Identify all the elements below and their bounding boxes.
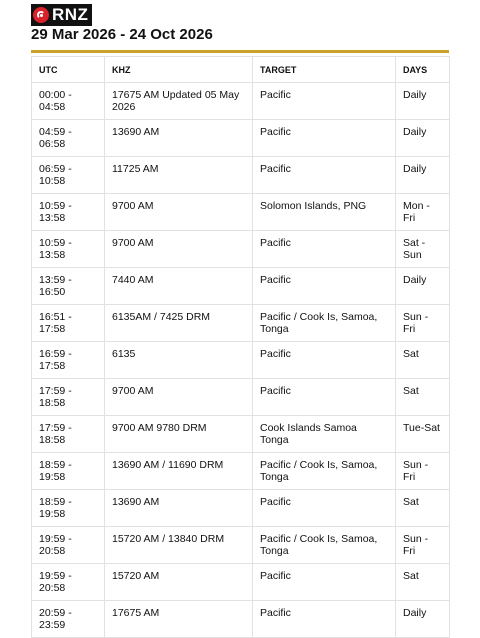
- cell-target: Pacific: [253, 231, 396, 268]
- table-row: [32, 490, 450, 527]
- cell-days: Daily: [396, 268, 450, 305]
- cell-days: Daily: [396, 83, 450, 120]
- table-row: [32, 527, 450, 564]
- cell-khz: 6135AM / 7425 DRM: [105, 305, 253, 342]
- brand-name: RNZ: [52, 5, 89, 24]
- cell-days: Sat: [396, 490, 450, 527]
- cell-target: Pacific / Cook Is, Samoa, Tonga: [253, 305, 396, 342]
- cell-khz: 9700 AM: [105, 231, 253, 268]
- cell-target: Pacific: [253, 268, 396, 305]
- cell-khz: 13690 AM: [105, 120, 253, 157]
- cell-days: Sat: [396, 379, 450, 416]
- cell-khz: 11725 AM: [105, 157, 253, 194]
- table-row: [32, 601, 450, 638]
- table-row: [32, 379, 450, 416]
- column-header-days: DAYS: [396, 57, 450, 83]
- cell-utc: 06:59 - 10:58: [32, 157, 105, 194]
- cell-khz: 9700 AM: [105, 194, 253, 231]
- cell-utc: 13:59 - 16:50: [32, 268, 105, 305]
- table-row: [32, 120, 450, 157]
- page-title: 29 Mar 2026 - 24 Oct 2026: [31, 26, 213, 43]
- cell-days: Sat: [396, 564, 450, 601]
- cell-target: Pacific: [253, 157, 396, 194]
- cell-days: Sat: [396, 342, 450, 379]
- cell-khz: 7440 AM: [105, 268, 253, 305]
- cell-target: Pacific: [253, 120, 396, 157]
- cell-utc: 18:59 - 19:58: [32, 490, 105, 527]
- cell-target: Pacific: [253, 379, 396, 416]
- cell-target: Pacific: [253, 342, 396, 379]
- cell-utc: 16:59 - 17:58: [32, 342, 105, 379]
- cell-target: Pacific / Cook Is, Samoa, Tonga: [253, 453, 396, 490]
- cell-target: Pacific: [253, 564, 396, 601]
- table-row: [32, 305, 450, 342]
- cell-utc: 17:59 - 18:58: [32, 416, 105, 453]
- table-row: [32, 194, 450, 231]
- cell-days: Daily: [396, 120, 450, 157]
- rnz-logo[interactable]: [31, 4, 92, 26]
- cell-days: Tue-Sat: [396, 416, 450, 453]
- cell-target: Pacific / Cook Is, Samoa, Tonga: [253, 527, 396, 564]
- cell-khz: 17675 AM: [105, 601, 253, 638]
- cell-khz: 6135: [105, 342, 253, 379]
- column-header-utc: UTC: [32, 57, 105, 83]
- table-row: [32, 231, 450, 268]
- column-header-khz: KHZ: [105, 57, 253, 83]
- cell-target: Cook Islands Samoa Tonga: [253, 416, 396, 453]
- cell-days: Sat - Sun: [396, 231, 450, 268]
- cell-utc: 18:59 - 19:58: [32, 453, 105, 490]
- table-row: [32, 157, 450, 194]
- cell-khz: 9700 AM 9780 DRM: [105, 416, 253, 453]
- cell-target: Pacific: [253, 601, 396, 638]
- table-row: [32, 416, 450, 453]
- cell-utc: 04:59 - 06:58: [32, 120, 105, 157]
- cell-target: Solomon Islands, PNG: [253, 194, 396, 231]
- cell-days: Sun - Fri: [396, 527, 450, 564]
- cell-khz: 15720 AM: [105, 564, 253, 601]
- table-row: [32, 83, 450, 120]
- cell-utc: 10:59 - 13:58: [32, 194, 105, 231]
- table-row: [32, 342, 450, 379]
- table-row: [32, 453, 450, 490]
- cell-utc: 20:59 - 23:59: [32, 601, 105, 638]
- table-header-row: [32, 57, 450, 83]
- cell-khz: 13690 AM / 11690 DRM: [105, 453, 253, 490]
- cell-target: Pacific: [253, 490, 396, 527]
- cell-khz: 13690 AM: [105, 490, 253, 527]
- header-divider: [31, 50, 449, 53]
- cell-utc: 17:59 - 18:58: [32, 379, 105, 416]
- cell-utc: 10:59 - 13:58: [32, 231, 105, 268]
- cell-utc: 16:51 - 17:58: [32, 305, 105, 342]
- cell-khz: 15720 AM / 13840 DRM: [105, 527, 253, 564]
- column-header-target: TARGET: [253, 57, 396, 83]
- cell-days: Daily: [396, 157, 450, 194]
- table-row: [32, 564, 450, 601]
- cell-days: Daily: [396, 601, 450, 638]
- schedule-table: [31, 56, 450, 638]
- cell-target: Pacific: [253, 83, 396, 120]
- cell-khz: 9700 AM: [105, 379, 253, 416]
- cell-khz: 17675 AM Updated 05 May 2026: [105, 83, 253, 120]
- cell-days: Sun - Fri: [396, 453, 450, 490]
- cell-utc: 19:59 - 20:58: [32, 527, 105, 564]
- table-row: [32, 268, 450, 305]
- cell-days: Mon - Fri: [396, 194, 450, 231]
- cell-utc: 19:59 - 20:58: [32, 564, 105, 601]
- rnz-logo-icon: [33, 7, 49, 23]
- cell-days: Sun - Fri: [396, 305, 450, 342]
- cell-utc: 00:00 - 04:58: [32, 83, 105, 120]
